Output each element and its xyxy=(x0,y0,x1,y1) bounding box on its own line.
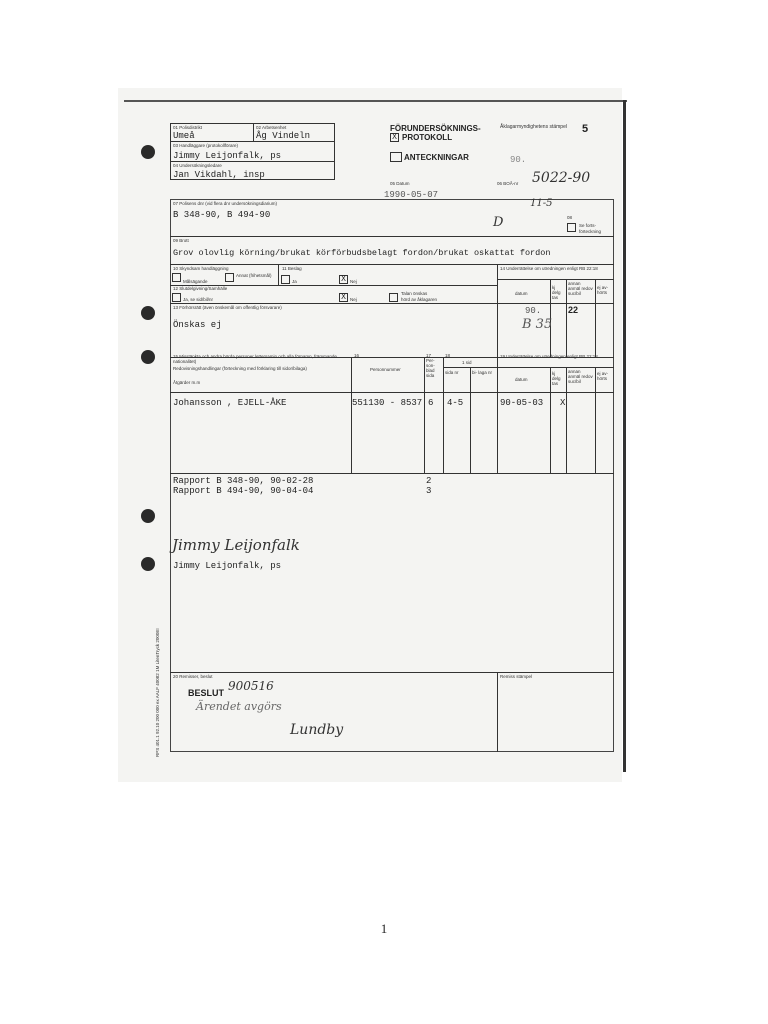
remisser-label: 20 Remisser, beslut xyxy=(173,674,213,679)
beslag-ja-label: Ja xyxy=(292,279,297,284)
und19-ej-col: ej av- hörts xyxy=(597,371,609,381)
malsagande-label: Målsägande xyxy=(183,279,208,284)
talan-sublabel: hörd av åklagaren xyxy=(401,297,438,302)
sida-col: 1 sid xyxy=(462,360,472,365)
arbetsenhet-value: Åg Vindeln xyxy=(256,131,311,141)
handlaggare-value: Jimmy Leijonfalk, ps xyxy=(173,151,282,161)
protokoll-subtitle: PROTOKOLL xyxy=(402,133,453,142)
person-sida: 4-5 xyxy=(447,398,464,408)
persons-label-c: Åtgärder m.m xyxy=(173,380,201,385)
page-mark: 5 xyxy=(582,123,589,135)
talan-checkbox xyxy=(389,293,398,302)
se-forts-label-2: förteckning xyxy=(579,229,602,234)
report-2-text: Rapport B 494-90, 90-04-04 xyxy=(173,486,314,496)
signature-typed: Jimmy Leijonfalk, ps xyxy=(173,561,282,571)
punch-hole xyxy=(141,306,155,320)
per-num: 17 xyxy=(426,353,432,358)
slutdelgivning-label: 12 Slutdelgivning/Samhälle xyxy=(173,286,228,291)
slutdelgivning-ja-label: Ja, se sid/bil/nr xyxy=(183,297,214,302)
report-1-sida: 2 xyxy=(426,476,432,486)
bilaga-col: bi- laga nr xyxy=(472,370,493,375)
form-code: RPS 401.1 92.10 200 000 ex AALF 40082 1M LitenTryck 2000EI xyxy=(155,628,160,757)
beslut-hand-date: 900516 xyxy=(228,679,274,693)
diarie-label: 07 Polisens dnr (vid flera dnr undersökningsdiarium) xyxy=(173,201,278,206)
brott-value: Grov olovlig körning/brukat körförbudsbelagt fordon/brukat oskattat fordon xyxy=(173,248,551,258)
sida-sub-col: sida nr xyxy=(445,370,459,375)
person-personnummer: 551130 - 8537 xyxy=(352,398,423,408)
se-forts-checkbox xyxy=(567,223,576,232)
report-1-text: Rapport B 348-90, 90-02-28 xyxy=(173,476,314,486)
slutdelgivning-ja-checkbox xyxy=(172,293,181,302)
anteckningar-label: ANTECKNINGAR xyxy=(404,153,469,162)
page-edge-right xyxy=(623,100,626,772)
person-name: Johansson , EJELL-ÅKE xyxy=(173,398,287,408)
report-2-sida: 3 xyxy=(426,486,432,496)
und19-label: 19 Underrättelse om utredningen enligt RB 22:18 xyxy=(500,354,598,359)
skyndsam-label: 10 Skyndsam handläggning xyxy=(173,266,229,271)
person-per: 6 xyxy=(428,398,434,408)
und14-kj-col: kj delg tas xyxy=(552,285,561,300)
diarie-hand-glyph: D xyxy=(493,215,504,230)
und14-datum-col: datum xyxy=(515,291,528,296)
annat-label: Annat (frihetsmål) xyxy=(236,273,272,278)
handlaggare-label: 03 Handläggare (protokollförare) xyxy=(173,143,239,148)
undersokningsledare-value: Jan Vikdahl, insp xyxy=(173,170,265,180)
beslag-ja-checkbox xyxy=(281,275,290,284)
talan-label: Talan önskas xyxy=(401,291,428,296)
beslut-label: BESLUT xyxy=(188,688,224,698)
und14-annan-col: annan anmäl redov suc/bil xyxy=(568,281,593,296)
protokoll-title: FÖRUNDERSÖKNINGS- xyxy=(390,124,481,133)
polisdistrikt-label: 01 Polisdistrikt xyxy=(173,125,203,130)
boa-value: 5022-90 xyxy=(532,170,591,186)
und14-datum-value: 90. xyxy=(525,306,542,316)
datum-label: 05 Datum xyxy=(390,181,410,186)
und14-number: 22 xyxy=(568,305,579,315)
punch-hole xyxy=(141,145,155,159)
anteckningar-checkbox xyxy=(390,152,402,162)
annat-checkbox xyxy=(225,273,234,282)
stamp-text: 90. xyxy=(510,155,527,165)
personnummer-col: Personnummer xyxy=(370,367,401,372)
page-edge-top xyxy=(124,100,627,102)
sida-num: 18 xyxy=(445,353,451,358)
person-datum: 90-05-03 xyxy=(500,398,544,408)
und19-annan-col: annan anmäl redov suc/bil xyxy=(568,369,593,384)
beslag-label: 11 Beslag xyxy=(282,266,302,271)
persons-label-b: Redovisningshandlingar (förteckning med förklaring till sidor/bilaga) xyxy=(173,366,307,371)
per-col: Per- son- blad sida xyxy=(426,358,435,378)
punch-hole xyxy=(141,350,155,364)
undersokningsledare-label: 04 Undersökningsledare xyxy=(173,163,222,168)
boa-label: 06 BOÅ-nr xyxy=(497,181,519,186)
brott-label: 09 Brott xyxy=(173,238,189,243)
beslag-nej-checkbox: X xyxy=(339,275,348,284)
aklagare-stamp-label: Åklagarmyndighetens stämpel xyxy=(500,124,567,130)
slutdelgivning-nej-label: Nej xyxy=(350,297,357,302)
diarie-value: B 348-90, B 494-90 xyxy=(173,210,271,220)
remiss-stamp-label: Remiss stämpel xyxy=(500,674,533,679)
se-forts-label: Se forts- xyxy=(579,223,597,228)
und14-label: 14 Underrättelse om utredningen enligt RB 22:18 xyxy=(500,266,598,271)
und19-datum-col: datum xyxy=(515,377,528,382)
arbetsenhet-label: 02 Arbetsenhet xyxy=(256,125,287,130)
beslut-hand-signature: Lundby xyxy=(290,722,344,738)
personnummer-num: 16 xyxy=(354,353,360,358)
punch-hole xyxy=(141,509,155,523)
page-number: 1 xyxy=(380,921,388,936)
forhor-value: Önskas ej xyxy=(173,320,222,330)
und14-hand-note: B 35 xyxy=(522,317,553,332)
forhor-label: 13 Förhörsrätt (även önskemål om offentlig försvarare) xyxy=(173,305,282,310)
polisdistrikt-value: Umeå xyxy=(173,131,195,141)
beslag-nej-label: Nej xyxy=(350,279,357,284)
persons-label: 15 Misstänkta och andra hörda personer lettersamin och alla förnamn, främmande nationalitet) xyxy=(173,354,337,364)
diarie-hand-mark: 11-5 xyxy=(530,198,553,209)
slutdelgivning-nej-checkbox: X xyxy=(339,293,348,302)
protokoll-checkbox: X xyxy=(390,133,399,142)
signature-handwritten: Jimmy Leijonfalk xyxy=(172,536,300,554)
malsagande-checkbox xyxy=(172,273,181,282)
beslut-hand-note: Ärendet avgörs xyxy=(196,700,282,713)
punch-hole xyxy=(141,557,155,571)
datum-value: 1990-05-07 xyxy=(384,190,439,200)
und14-ej-col: ej av- hörts xyxy=(597,285,609,295)
und19-kj-col: kj delg tas xyxy=(552,371,561,386)
se-number: 08 xyxy=(567,215,573,220)
person-mark: X xyxy=(560,398,566,408)
